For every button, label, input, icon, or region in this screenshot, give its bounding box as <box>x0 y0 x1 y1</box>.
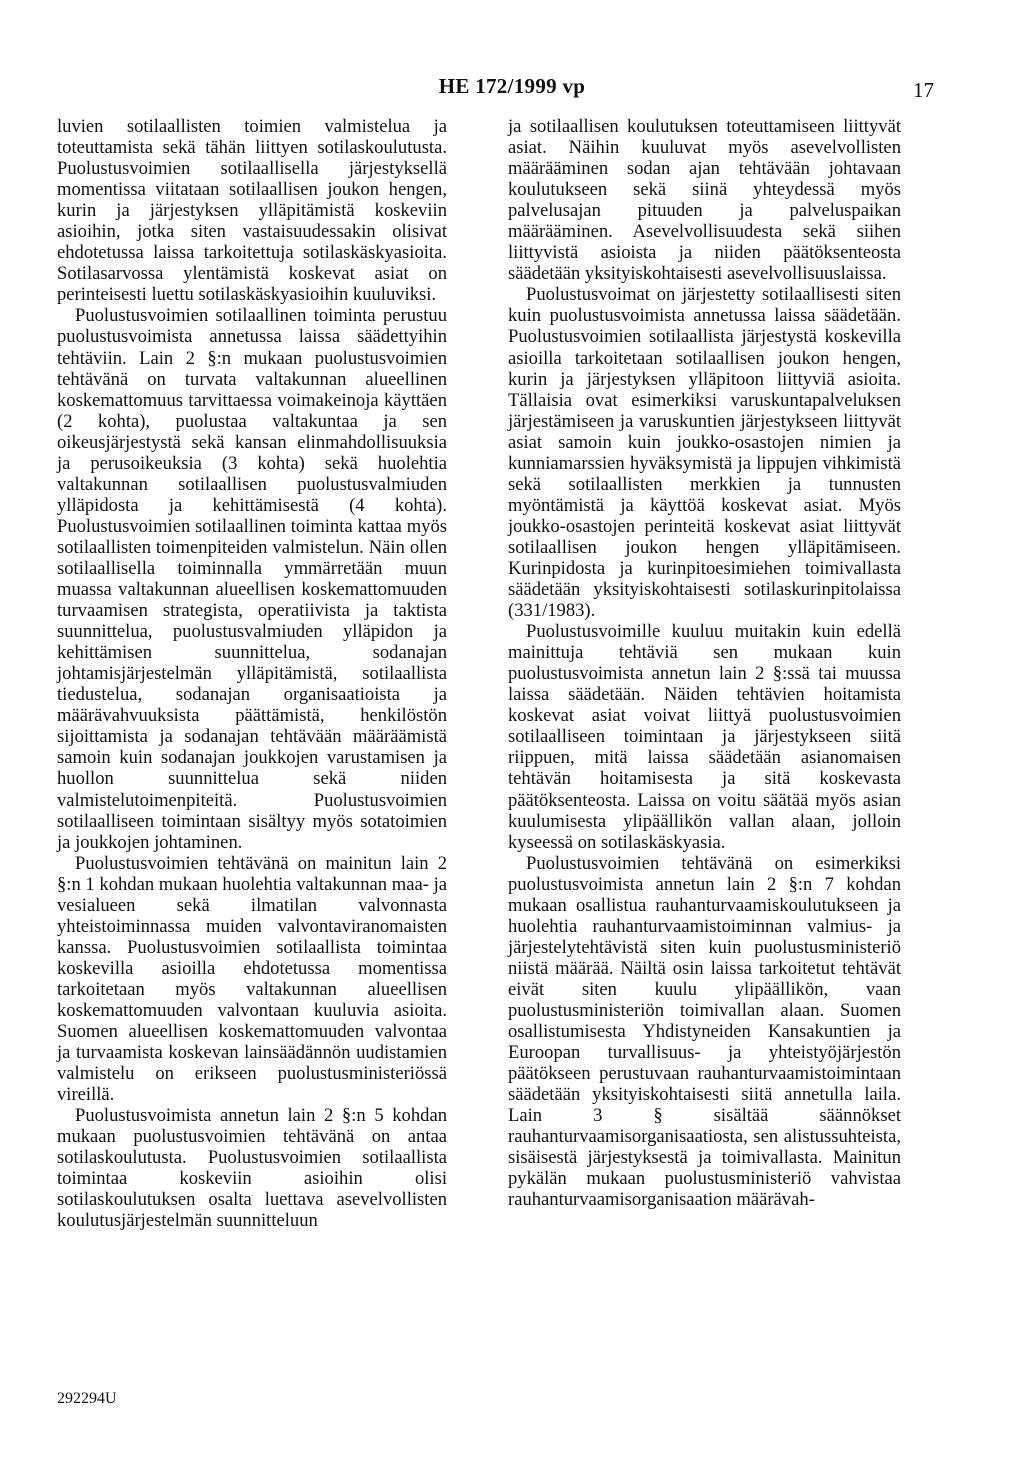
paragraph: Puolustusvoimien tehtävänä on esimerkiksi puolustusvoimista annetun lain 2 §:n 7 kohdan mukaan osallistua rauhanturvaamiskoulutukseen ja huolehtia rauhanturvaamistoiminnan valmius- ja järjestelytehtävistä siten kuin puolustusministeriö niistä määrää. Näiltä osin laissa tarkoitetut tehtävät eivät siten kuulu ylipäällikön, vaan puolustusministeriön toimivallan alaan. Suomen osallistumisesta Yhdistyneiden Kansakuntien ja Euroopan turvallisuus- ja yhteistyöjärjestön päätökseen perustuvaan rauhanturvaamistoimintaan säädetään yksityiskohtaisesti siitä annetulla laila. Lain 3 § sisältää säännökset rauhanturvaamisorganisaatiosta, sen alistussuhteista, sisäisestä järjestyksestä ja toimivallasta. Mainitun pykälän mukaan puolustusministeriö vahvistaa rauhanturvaamisorganisaation määrävah- <box>508 852 901 1211</box>
page-number: 17 <box>913 78 934 102</box>
paragraph: Puolustusvoimien sotilaallinen toiminta perustuu puolustusvoimista annetussa laissa säädettyihin tehtäviin. Lain 2 §:n mukaan puolustusvoimien tehtävänä on turvata valtakunnan alueellinen koskemattomuus tarvittaessa voimakeinoja käyttäen (2 kohta), puolustaa valtakuntaa ja sen oikeusjärjestystä sekä kansan elinmahdollisuuksia ja perusoikeuksia (3 kohta) sekä huolehtia valtakunnan sotilaallisen puolustusvalmiuden ylläpidosta ja kehittämisestä (4 kohta). Puolustusvoimien sotilaallinen toiminta kattaa myös sotilaallisten toimenpiteiden valmistelun. Näin ollen sotilaallisella toiminnalla ymmärretään muun muassa valtakunnan alueellisen koskemattomuuden turvaamisen strategista, operatiivista ja taktista suunnittelua, puolustusvalmiuden ylläpidon ja kehittämisen suunnittelua, sodanajan johtamisjärjestelmän ylläpitämistä, sotilaallista tiedustelua, sodanajan organisaatioista ja määrävahvuuksista päättämistä, henkilöstön sijoittamista ja sodanajan tehtävään määräämistä samoin kuin sodanajan joukkojen varustamisen ja huollon suunnittelua sekä niiden valmistelutoimenpiteitä. Puolustusvoimien sotilaalliseen toimintaan sisältyy myös sotatoimien ja joukkojen johtaminen. <box>57 305 447 853</box>
paragraph: luvien sotilaallisten toimien valmistelua ja toteuttamista sekä tähän liittyen sotilaskoulutusta. Puolustusvoimien sotilaallisella järjestyksellä momentissa viitataan sotilaallisen joukon hengen, kurin ja järjestyksen ylläpitämistä koskeviin asioihin, jotka siten vastaisuudessakin olisivat ehdotetussa laissa tarkoitettuja sotilaskäskyasioita. Sotilasarvossa ylentämistä koskevat asiat on perinteisesti luettu sotilaskäskyasioihin kuuluviksi. <box>57 116 447 306</box>
document-id: HE 172/1999 vp <box>438 74 586 98</box>
footer-code: 292294U <box>57 1390 117 1407</box>
paragraph: Puolustusvoimille kuuluu muitakin kuin edellä mainittuja tehtäviä sen mukaan kuin puolustusvoimista annetun lain 2 §:ssä tai muussa laissa säädetään. Näiden tehtävien hoitamista koskevat asiat voivat liittyä puolustusvoimien sotilaalliseen toimintaan ja järjestykseen siitä riippuen, mitä laissa säädetään asianomaisen tehtävän hoitamisesta ja sitä koskevasta päätöksenteosta. Laissa on voitu säätää myös asian kuulumisesta ylipäällikön vallan alaan, jolloin kyseessä on sotilaskäskyasia. <box>508 621 901 853</box>
paragraph: ja sotilaallisen koulutuksen toteuttamiseen liittyvät asiat. Näihin kuuluvat myös asevelvollisten määrääminen sodan ajan tehtävään johtavaan koulutukseen sekä siinä yhteydessä myös palvelusajan pituuden ja palveluspaikan määrääminen. Asevelvollisuudesta sekä siihen liittyvistä asioista ja niiden päätöksenteosta säädetään yksityiskohtaisesti asevelvollisuuslaissa. <box>508 116 901 285</box>
right-column <box>508 116 901 1210</box>
paragraph: Puolustusvoimat on järjestetty sotilaallisesti siten kuin puolustusvoimista annetussa laissa säädetään. Puolustusvoimien sotilaallista järjestystä koskevilla asioilla tarkoitetaan sotilaallisen joukon hengen, kurin ja järjestyksen ylläpitoon liittyviä asioita. Tällaisia ovat esimerkiksi varuskuntapalveluksen järjestämiseen ja varuskuntien järjestykseen liittyvät asiat samoin kuin joukko-osastojen nimien ja kunniamarssien hyväksymistä ja lippujen vihkimistä sekä sotilaallisten merkkien ja tunnusten myöntämistä ja käyttöä koskevat asiat. Myös joukko-osastojen perinteitä koskevat asiat liittyvät sotilaallisen joukon hengen ylläpitämiseen. Kurinpidosta ja kurinpitoesimiehen toimivallasta säädetään yksityiskohtaisesti sotilaskurinpitolaissa (331/1983). <box>508 284 901 622</box>
page-header <box>0 74 1024 104</box>
left-column <box>57 116 447 1231</box>
paragraph: Puolustusvoimista annetun lain 2 §:n 5 kohdan mukaan puolustusvoimien tehtävänä on antaa sotilaskoulutusta. Puolustusvoimien sotilaallista toimintaa koskeviin asioihin olisi sotilaskoulutuksen osalta luettava asevelvollisten koulutusjärjestelmän suunnitteluun <box>57 1105 447 1232</box>
paragraph: Puolustusvoimien tehtävänä on mainitun lain 2 §:n 1 kohdan mukaan huolehtia valtakunnan maa- ja vesialueen sekä ilmatilan valvonnasta yhteistoiminnassa muiden valvontaviranomaisten kanssa. Puolustusvoimien sotilaallista toimintaa koskevilla asioilla ehdotetussa momentissa tarkoitetaan myös valtakunnan alueellisen koskemattomuuden valvontaan kuuluvia asioita. Suomen alueellisen koskemattomuuden valvontaa ja turvaamista koskevan lainsäädännön uudistamien valmistelu on erikseen puolustusministeriössä vireillä. <box>57 852 447 1106</box>
